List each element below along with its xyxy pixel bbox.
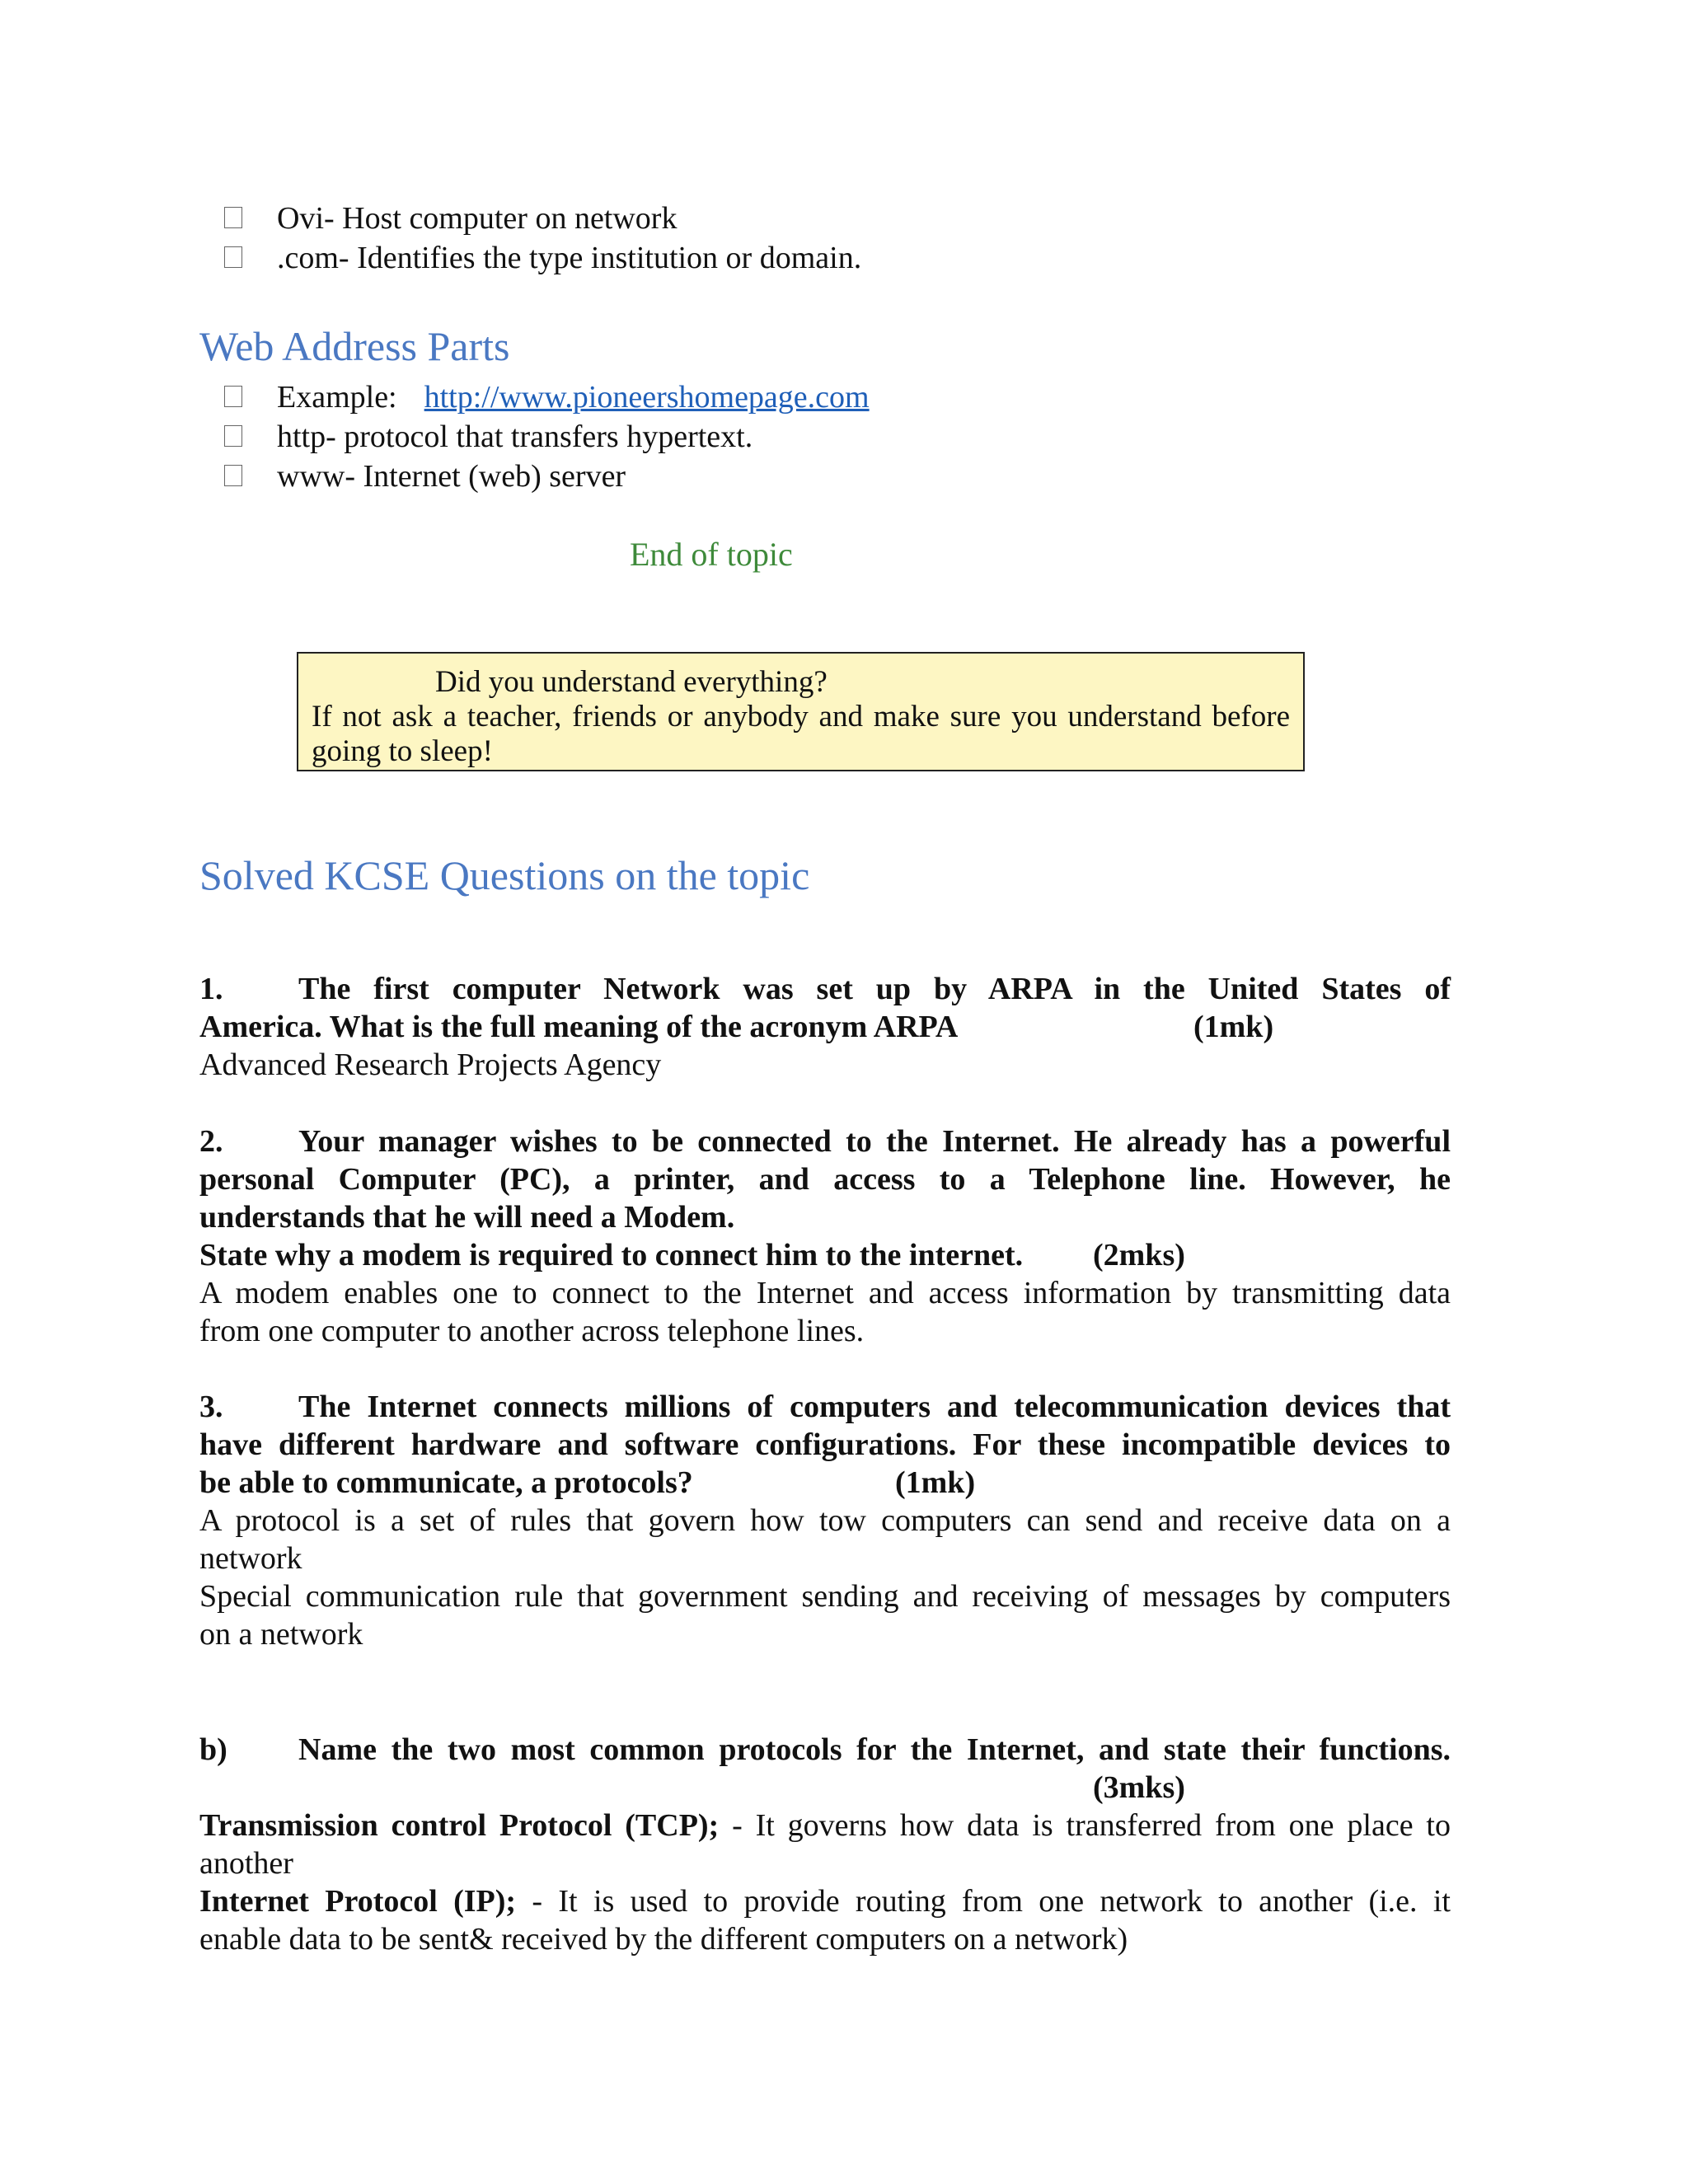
answer-text: - It governs how data is transferred from one place to	[719, 1808, 1451, 1843]
answer-text: network	[199, 1541, 302, 1576]
question-text: State why a modem is required to connect him to the internet.	[199, 1238, 1024, 1272]
callout-line: If not ask a teacher, friends or anybody and make sure you understand before	[312, 700, 1290, 733]
answer-text: enable data to be sent& received by the different computers on a network)	[199, 1922, 1128, 1957]
question-1	[199, 970, 1451, 1084]
marks: (2mks)	[1093, 1238, 1185, 1272]
solved-questions-heading: Solved KCSE Questions on the topic	[199, 852, 810, 898]
question-text: have different hardware and software configurations. For these incompatible devices to	[199, 1427, 1451, 1462]
question-text: America. What is the full meaning of the acronym ARPA	[199, 1010, 959, 1044]
question-3	[199, 1388, 1451, 1653]
bullet-box-icon	[224, 246, 242, 268]
question-number: 1.	[199, 972, 223, 1006]
example-link[interactable]: http://www.pioneershomepage.com	[424, 380, 870, 415]
question-text: understands that he will need a Modem.	[199, 1200, 735, 1235]
question-text: Your manager wishes to be connected to the Internet. He already has a powerful	[298, 1124, 1451, 1159]
marks: (1mk)	[895, 1465, 976, 1500]
callout-line: going to sleep!	[312, 734, 493, 768]
bullet-box-icon	[224, 207, 242, 228]
bullet-text: Ovi- Host computer on network	[277, 201, 678, 236]
answer-text: on a network	[199, 1617, 363, 1652]
answer-text: A modem enables one to connect to the Internet and access information by transmitting data	[199, 1276, 1451, 1310]
question-2	[199, 1122, 1451, 1350]
ip-label: Internet Protocol (IP);	[199, 1884, 517, 1919]
tcp-label: Transmission control Protocol (TCP);	[199, 1808, 720, 1843]
question-number: 3.	[199, 1390, 223, 1424]
question-text: be able to communicate, a protocols?	[199, 1465, 693, 1500]
question-number: b)	[199, 1732, 227, 1767]
web-address-heading: Web Address Parts	[199, 323, 510, 369]
bullet-box-icon	[224, 465, 242, 486]
marks: (1mk)	[1193, 1010, 1274, 1044]
marks: (3mks)	[1093, 1770, 1185, 1805]
bullet-box-icon	[224, 425, 242, 447]
question-number: 2.	[199, 1124, 223, 1159]
question-text: Name the two most common protocols for the Internet, and state their functions.	[298, 1732, 1451, 1767]
bullet-text: http- protocol that transfers hypertext.	[277, 419, 753, 454]
question-b	[199, 1731, 1451, 1958]
callout-line: Did you understand everything?	[435, 665, 828, 699]
bullet-text: .com- Identifies the type institution or domain.	[277, 241, 862, 275]
reminder-callout	[297, 652, 1305, 771]
bullet-box-icon	[224, 386, 242, 407]
example-label: Example:	[277, 380, 397, 415]
answer-text: A protocol is a set of rules that govern how tow computers can send and receive data on a	[199, 1503, 1451, 1538]
question-text: The Internet connects millions of computers and telecommunication devices that	[298, 1390, 1451, 1424]
bullet-text: www- Internet (web) server	[277, 459, 626, 494]
question-text: personal Computer (PC), a printer, and access to a Telephone line. However, he	[199, 1162, 1451, 1197]
answer-text: - It is used to provide routing from one network to another (i.e. it	[516, 1884, 1451, 1919]
answer-text: Special communication rule that government sending and receiving of messages by computers	[199, 1579, 1451, 1614]
answer-text: from one computer to another across telephone lines.	[199, 1314, 865, 1348]
answer-text: another	[199, 1846, 293, 1881]
answer-text: Advanced Research Projects Agency	[199, 1047, 662, 1082]
question-text: The first computer Network was set up by ARPA in the United States of	[298, 972, 1451, 1006]
end-of-topic: End of topic	[630, 536, 793, 573]
